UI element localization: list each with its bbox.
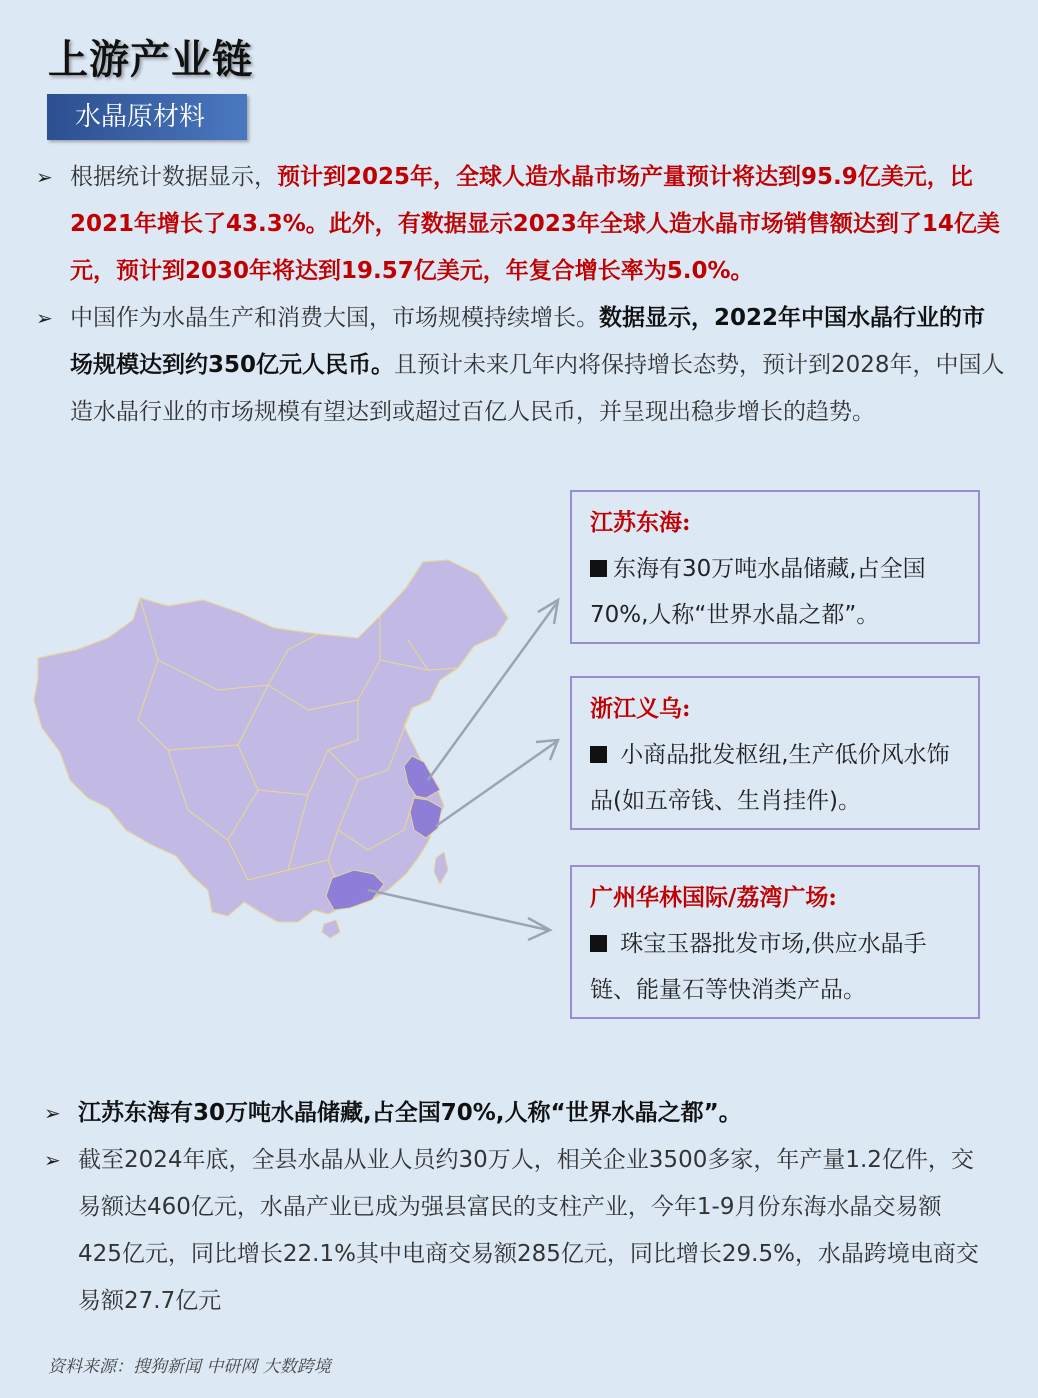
- section-tag: 水晶原材料: [47, 94, 247, 140]
- black-square-icon: [590, 935, 607, 952]
- box-text: [590, 546, 960, 638]
- list-item: [44, 1090, 984, 1137]
- source-note: 资料来源：搜狗新闻 中研网 大数跨境: [48, 1357, 331, 1377]
- china-map: [28, 540, 588, 980]
- bullet-text: 截至2024年底，全县水晶从业人员约30万人，相关企业3500多家，年产量1.2亿件，交易额达460亿元，水晶产业已成为强县富民的支柱产业，今年1-9月份东海水晶交易额425亿元，同比增长22.1%其中电商交易额285亿元，同比增长29.5%，水晶跨境电商交易额27.7亿元: [78, 1147, 979, 1314]
- list-item: [36, 295, 1006, 436]
- box-text-content: 珠宝玉器批发市场,供应水晶手链、能量石等快消类产品。: [590, 931, 927, 1003]
- bottom-bullet-list: [44, 1090, 984, 1325]
- bold-text: 数据显示，2022年中国水晶行业的市场规模达到约350亿元人民币。: [70, 305, 986, 378]
- black-square-icon: [590, 746, 607, 763]
- highlight-text: 预计到2025年，全球人造水晶市场产量预计将达到95.9亿美元，比2021年增长了43.3%。此外，有数据显示2023年全球人造水晶市场销售额达到了14亿美元，预计到2030年将达到19.57亿美元，年复合增长率为5.0%。: [70, 164, 1000, 284]
- box-text-content: 小商品批发枢纽,生产低价风水饰品(如五帝钱、生肖挂件)。: [590, 742, 950, 814]
- hainan-island: [322, 920, 340, 938]
- list-item: [44, 1137, 984, 1325]
- china-map-svg: [28, 540, 588, 980]
- arrow-bullet-icon: ➢: [36, 165, 53, 189]
- box-text: [590, 921, 960, 1013]
- arrow-bullet-icon: ➢: [36, 306, 53, 330]
- info-box-zhejiang-yiwu: [570, 676, 980, 830]
- box-title: 江苏东海:: [590, 509, 691, 536]
- text-segment: 且预计未来几年内将保持增长态势，预计到2028年，中国人造水晶行业的市场规模有望达到或超过百亿人民币，并呈现出稳步增长的趋势。: [70, 352, 1005, 425]
- arrow-bullet-icon: ➢: [44, 1101, 61, 1125]
- box-title: 广州华林国际/荔湾广场:: [590, 884, 837, 911]
- info-box-guangzhou-hualin: [570, 865, 980, 1019]
- bold-text: 江苏东海有30万吨水晶储藏,占全国70%,人称“世界水晶之都”。: [78, 1100, 742, 1126]
- box-text: [590, 732, 960, 824]
- arrow-guangzhou: [368, 890, 548, 930]
- box-title: 浙江义乌:: [590, 695, 691, 722]
- taiwan-island: [434, 852, 448, 884]
- info-box-jiangsu-donghai: [570, 490, 980, 644]
- black-square-icon: [590, 560, 607, 577]
- bullet-text: [70, 305, 1005, 425]
- text-segment: 根据统计数据显示，: [70, 164, 277, 190]
- bullet-text: [70, 164, 1000, 284]
- arrow-zhejiang: [436, 742, 556, 826]
- page-title: 上游产业链: [48, 36, 253, 83]
- arrow-bullet-icon: ➢: [44, 1148, 61, 1172]
- top-bullet-list: [36, 154, 1006, 436]
- text-segment: 中国作为水晶生产和消费大国，市场规模持续增长。: [70, 305, 599, 331]
- list-item: [36, 154, 1006, 295]
- box-text-content: 东海有30万吨水晶储藏,占全国70%,人称“世界水晶之都”。: [590, 556, 926, 628]
